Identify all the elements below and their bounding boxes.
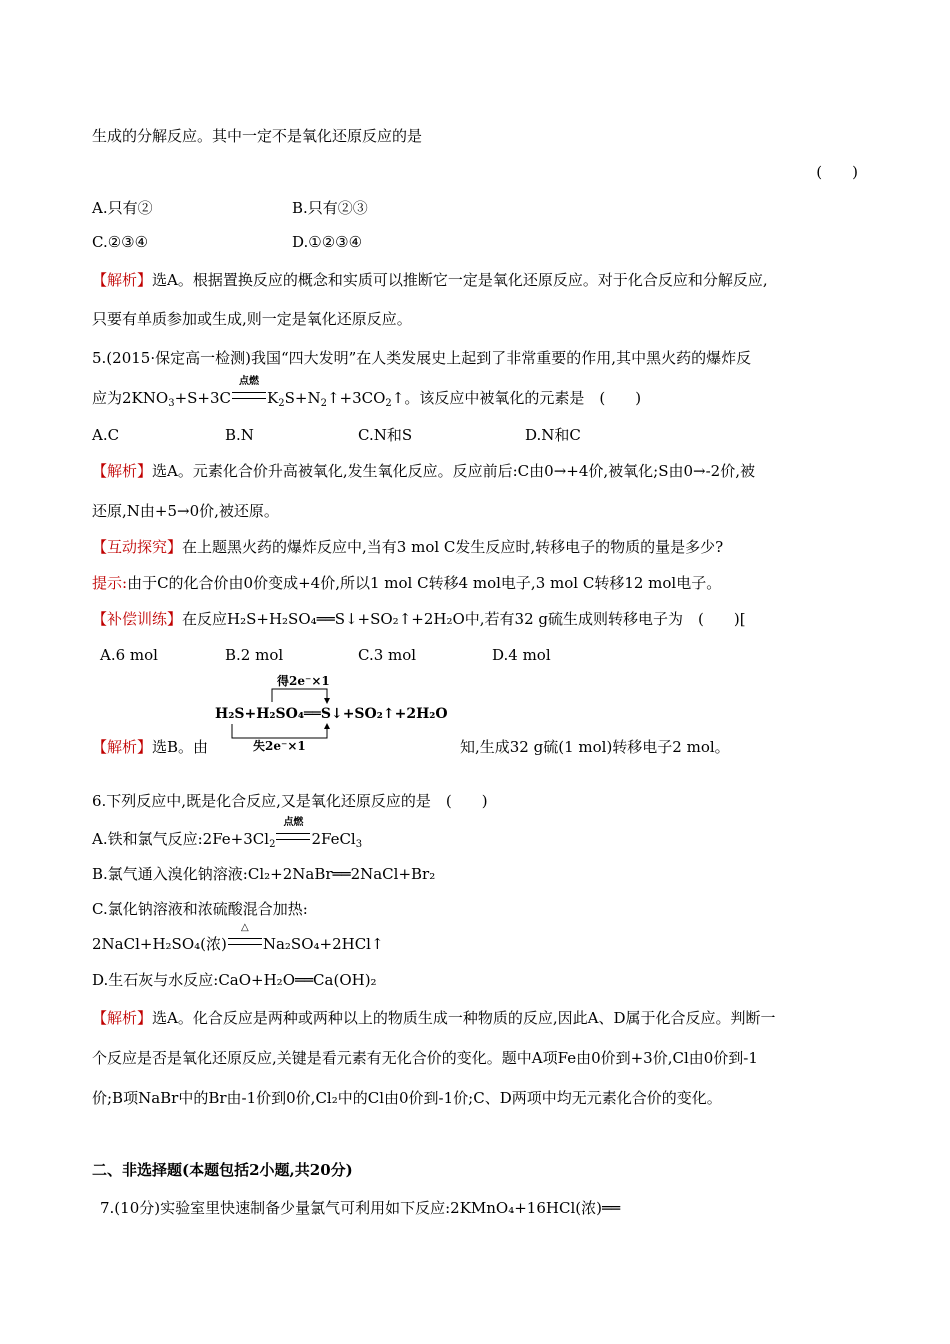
option-d: D.①②③④ [292, 233, 363, 251]
analysis-line [92, 1008, 775, 1028]
option-c: C.氯化钠溶液和浓硫酸混合加热: [92, 900, 308, 918]
gain-electron-label: 得2e⁻×1 [277, 674, 330, 688]
analysis-line: 只要有单质参加或生成,则一定是氧化还原反应。 [92, 310, 412, 328]
option-b: B.只有②③ [292, 199, 368, 217]
option-c-equation [92, 922, 384, 954]
equation-part: 应为2KNO [92, 389, 169, 407]
answer-bracket: ( ) [816, 163, 858, 181]
electron-transfer-diagram [215, 672, 448, 756]
option-c: C.N和S [358, 426, 413, 444]
reaction-arrow [275, 817, 311, 849]
question-stem: 7.(10分)实验室里快速制备少量氯气可利用如下反应:2KMnO₄+16HCl(浓)══ [100, 1199, 621, 1217]
option-a: A.6 mol [100, 646, 158, 664]
equation-part: 2NaCl+H₂SO₄(浓) [92, 935, 227, 953]
analysis-tag: 【解析】 [92, 462, 153, 480]
option-d: D.N和C [525, 426, 581, 444]
question-stem: 6.下列反应中,既是化合反应,又是氧化还原反应的是 ( ) [92, 792, 488, 810]
option-b: B.N [225, 426, 254, 444]
explore-tag: 【互动探究】 [92, 538, 183, 556]
analysis-line: 还原,N由+5→0价,被还原。 [92, 502, 279, 520]
analysis-line [92, 737, 208, 757]
equation-part: A.铁和氯气反应:2Fe+3Cl [92, 830, 270, 848]
lose-electron-label: 失2e⁻×1 [253, 739, 306, 753]
equation-part: Na₂SO₄+2HCl↑ [262, 935, 384, 953]
reaction-condition: 点燃 [239, 376, 259, 387]
equation-part: 。该反应中被氧化的元素是 ( ) [404, 389, 642, 407]
analysis-line: 价;B项NaBr中的Br由-1价到0价,Cl₂中的Cl由0价到-1价;C、D两项中均无元素化合价的变化。 [92, 1089, 722, 1107]
analysis-text: 选A。根据置换反应的概念和实质可以推断它一定是氧化还原反应。对于化合反应和分解反应, [152, 271, 768, 289]
analysis-text: 选A。元素化合价升高被氧化,发生氧化反应。反应前后:C由0→+4价,被氧化;S由0→-2价,被 [152, 462, 755, 480]
training-line [92, 609, 746, 629]
section-heading: 二、非选择题(本题包括2小题,共20分) [92, 1161, 353, 1179]
option-a: A.只有② [92, 199, 153, 217]
equation-part: 2FeCl [311, 830, 356, 848]
analysis-text: 选B。由 [152, 738, 209, 756]
option-a: A.C [92, 426, 120, 444]
option-d: D.4 mol [492, 646, 551, 664]
analysis-text-continued: 知,生成32 g硫(1 mol)转移电子2 mol。 [460, 738, 730, 756]
hint-line [92, 573, 721, 593]
analysis-line [92, 461, 755, 481]
hint-tag: 提示: [92, 574, 128, 592]
option-d: D.生石灰与水反应:CaO+H₂O══Ca(OH)₂ [92, 971, 377, 989]
training-tag: 【补偿训练】 [92, 610, 183, 628]
explore-line [92, 537, 723, 557]
question-stem: 5.(2015·保定高一检测)我国“四大发明”在人类发展史上起到了非常重要的作用,其中黑火药的爆炸反 [92, 349, 752, 367]
analysis-tag: 【解析】 [92, 1009, 153, 1027]
analysis-tag: 【解析】 [92, 271, 153, 289]
reaction-condition: △ [240, 922, 249, 933]
option-b: B.氯气通入溴化钠溶液:Cl₂+2NaBr══2NaCl+Br₂ [92, 865, 436, 883]
option-a: A.铁和氯气反应$:2Fe+3Cl_2$ 点燃 2FeCl$_3$ [92, 817, 363, 850]
hint-text: 由于C的化合价由0价变成+4价,所以1 mol C转移4 mol电子,3 mol C转移12 mol电子。 [127, 574, 722, 592]
analysis-text: 选A。化合反应是两种或两种以上的物质生成一种物质的反应,因此A、D属于化合反应。判断一 [152, 1009, 776, 1027]
text-line: 生成的分解反应。其中一定不是氧化还原反应的是 [92, 127, 423, 145]
reaction-arrow [227, 922, 263, 954]
option-c: C.3 mol [358, 646, 417, 664]
reaction-arrow [231, 376, 267, 408]
analysis-line: 个反应是否是氧化还原反应,关键是看元素有无化合价的变化。题中A项Fe由0价到+3价,Cl由0价到-1 [92, 1049, 758, 1067]
reaction-condition: 点燃 [283, 817, 304, 828]
question-equation-line: 应为$2KNO_3+S+3C$ 点燃 $K_2S+N_2↑+3CO_2↑$。该反应中被氧化的元素是 ( ) [92, 376, 642, 409]
option-b: B.2 mol [225, 646, 284, 664]
analysis-tag: 【解析】 [92, 738, 153, 756]
explore-text: 在上题黑火药的爆炸反应中,当有3 mol C发生反应时,转移电子的物质的量是多少? [182, 538, 724, 556]
option-c: C.②③④ [92, 233, 149, 251]
diagram-equation: H₂S+H₂SO₄══S↓+SO₂↑+2H₂O [215, 706, 448, 722]
analysis-line [92, 270, 768, 290]
training-text: 在反应H₂S+H₂SO₄══S↓+SO₂↑+2H₂O中,若有32 g硫生成则转移电子为 ( )[ [182, 610, 746, 628]
